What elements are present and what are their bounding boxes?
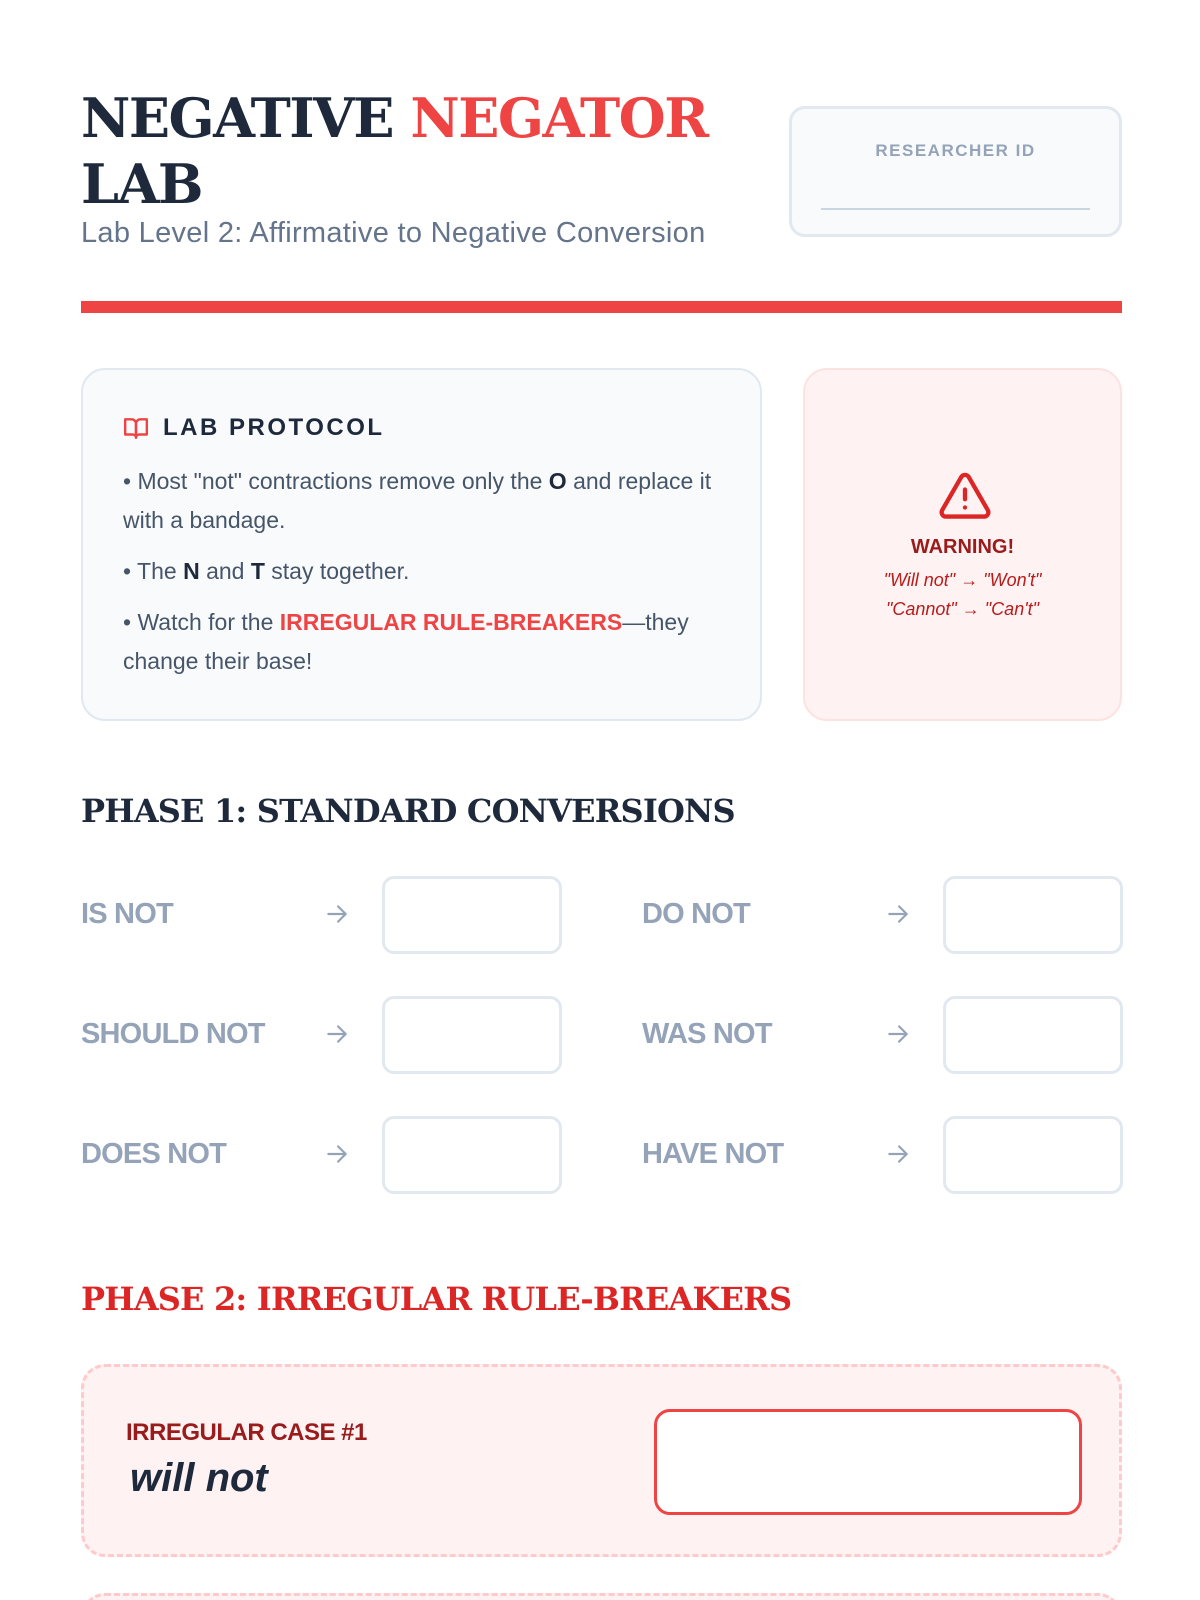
phase1-title: PHASE 1: STANDARD CONVERSIONS xyxy=(81,792,735,830)
warning-title: WARNING! xyxy=(910,536,1015,558)
arrow-right-icon xyxy=(885,1021,911,1047)
researcher-id-line xyxy=(821,208,1090,210)
page-subtitle: Lab Level 2: Affirmative to Negative Conversion xyxy=(81,217,706,249)
arrow-right-icon xyxy=(885,901,911,927)
book-open-icon xyxy=(123,415,149,441)
header-divider xyxy=(81,301,1122,313)
irregular-case-card xyxy=(81,1364,1122,1557)
title-part1: NEGATIVE xyxy=(81,86,394,150)
conversion-label: DOES NOT xyxy=(81,1138,227,1170)
conversion-input[interactable] xyxy=(382,1116,562,1194)
arrow-right-icon xyxy=(324,1021,350,1047)
conversion-row xyxy=(642,996,1127,1074)
conversion-label: SHOULD NOT xyxy=(81,1018,265,1050)
conversion-input[interactable] xyxy=(382,996,562,1074)
conversion-input[interactable] xyxy=(943,1116,1123,1194)
irregular-case-label: IRREGULAR CASE #1 xyxy=(126,1419,367,1446)
protocol-rule-3: • Watch for the IRREGULAR RULE-BREAKERS—they change their base! xyxy=(123,609,689,674)
arrow-right-icon xyxy=(324,901,350,927)
conversion-row xyxy=(81,876,566,954)
protocol-rule-1: • Most "not" contractions remove only the O and replace it with a bandage. xyxy=(123,468,712,533)
protocol-rule-2: • The N and T stay together. xyxy=(123,558,410,584)
irregular-case-card xyxy=(81,1593,1122,1600)
irregular-case-input[interactable] xyxy=(654,1409,1082,1515)
conversion-input[interactable] xyxy=(382,876,562,954)
warning-line-2: "Cannot" → "Can't" xyxy=(885,599,1040,619)
researcher-id-label: RESEARCHER ID xyxy=(875,141,1036,160)
protocol-card xyxy=(81,368,762,721)
conversion-input[interactable] xyxy=(943,996,1123,1074)
title-accent: NEGATOR xyxy=(410,86,708,150)
irregular-case-word: will not xyxy=(130,1456,268,1500)
protocol-header xyxy=(123,414,385,442)
title-part2: LAB xyxy=(81,152,203,216)
conversion-row xyxy=(642,1116,1127,1194)
conversion-row xyxy=(81,996,566,1074)
protocol-rules xyxy=(123,462,733,693)
protocol-title: LAB PROTOCOL xyxy=(163,414,385,441)
conversion-row xyxy=(642,876,1127,954)
conversion-row xyxy=(81,1116,566,1194)
conversion-label: IS NOT xyxy=(81,898,173,930)
conversion-label: WAS NOT xyxy=(642,1018,772,1050)
phase2-title: PHASE 2: IRREGULAR RULE-BREAKERS xyxy=(81,1280,792,1318)
conversion-label: DO NOT xyxy=(642,898,750,930)
conversion-label: HAVE NOT xyxy=(642,1138,784,1170)
warning-card xyxy=(803,368,1122,721)
alert-triangle-icon xyxy=(939,472,991,520)
researcher-id-box[interactable] xyxy=(789,106,1122,237)
arrow-right-icon xyxy=(324,1141,350,1167)
warning-line-1: "Will not" → "Won't" xyxy=(883,570,1042,590)
arrow-right-icon xyxy=(885,1141,911,1167)
conversion-input[interactable] xyxy=(943,876,1123,954)
